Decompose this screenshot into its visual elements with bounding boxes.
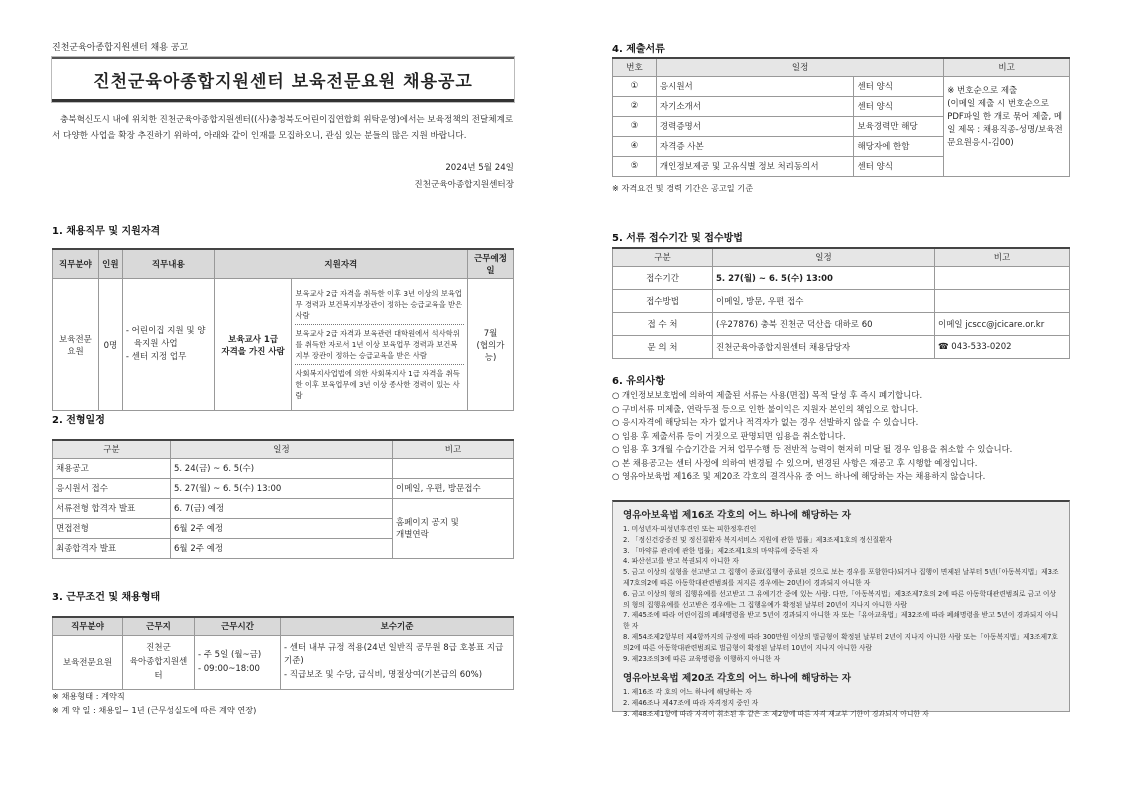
apply-label: 접 수 처 — [613, 312, 713, 335]
table-row — [53, 458, 514, 478]
list-item: 1. 미성년자·피성년후견인 또는 피한정후견인 — [623, 525, 757, 533]
col-header: 보수기준 — [281, 617, 514, 635]
doc-name: 경력증명서 — [656, 116, 854, 136]
list-item: 5. 금고 이상의 실형을 선고받고 그 집행이 종료(집행이 종료된 것으로 보는 경우를 포함한다)되거나 집행이 면제된 날부터 5년(「아동복지법」제3조제7호의2에 따른 아동학대관련범죄를 저지른 경우에는 20년)이 경과되지 아니한 자 — [623, 568, 1059, 587]
table-row — [53, 478, 514, 498]
row-date: 6월 2주 예정 — [171, 538, 393, 558]
table-row — [53, 498, 514, 518]
apply-email[interactable]: 이메일 jcscc@jcicare.or.kr — [935, 312, 1070, 335]
row-label: 응시원서 접수 — [53, 478, 171, 498]
doc-name: 응시원서 — [656, 76, 854, 96]
section-title-1: 1. 채용직무 및 지원자격 — [52, 226, 161, 237]
list-item: 4. 파산선고를 받고 복권되지 아니한 자 — [623, 557, 739, 566]
col-header: 구분 — [613, 248, 713, 266]
doc-name: 자기소개서 — [656, 96, 854, 116]
list-item: ○ 구비서류 미제출, 연락두절 등으로 인한 불이익은 지원자 본인의 책임으로 합니다. — [612, 403, 919, 414]
org-header: 진천군육아종합지원센터 채용 공고 — [52, 43, 189, 53]
col-header: 비고 — [393, 440, 514, 458]
job-field: 보육전문 요원 — [53, 279, 99, 411]
list-item: ○ 임용 후 3개월 수습기간을 거쳐 업무수행 등 전반적 능력이 현저히 미달 될 경우 임용을 취소할 수 있습니다. — [612, 444, 1013, 454]
doc-no: ⑤ — [613, 156, 657, 176]
hours-item: - 주 5일 (월~금) — [198, 650, 262, 660]
merged-note: 홈페이지 공지 및 개별연락 — [393, 498, 514, 558]
col-header: 직무분야 — [53, 617, 123, 635]
work-place: 진천군 육아종합지원센터 — [123, 635, 195, 689]
row-date: 5. 27(월) ~ 6. 5(수) 13:00 — [171, 478, 393, 498]
pay-item: - 센터 내부 규정 적용(24년 일반직 공무원 8급 호봉표 지급기준) — [284, 642, 504, 667]
work-hours — [195, 635, 281, 689]
row-note — [393, 458, 514, 478]
table-row — [613, 312, 1070, 335]
qual-details — [292, 279, 468, 411]
row-label: 면접전형 — [53, 518, 171, 538]
doc-note: 보육경력만 해당 — [854, 116, 944, 136]
col-header: 근무시간 — [195, 617, 281, 635]
apply-label: 접수기간 — [613, 266, 713, 289]
table-row — [613, 76, 1070, 96]
doc-no: ④ — [613, 136, 657, 156]
doc-name: 개인정보제공 및 고유식별 정보 처리동의서 — [656, 156, 854, 176]
list-item: 9. 제23조의3에 따른 교육명령을 이행하지 아니한 자 — [623, 654, 781, 663]
job-table — [52, 248, 514, 411]
duty-item: - 어린이집 지원 및 양육지원 사업 — [125, 326, 206, 349]
work-table — [52, 616, 514, 690]
qual-detail: 사회복지사업법에 의한 사회복지사 1급 자격을 취득한 이후 보육업무에 3년 이상 종사한 경력이 있는 사람 — [295, 369, 460, 400]
work-field: 보육전문요원 — [53, 635, 123, 689]
intro-paragraph: 충북혁신도시 내에 위치한 진천군육아종합지원센터((사)충청북도어린이집연합회 위탁운영)에서는 보육정책의 전달체계로서 다양한 사업을 확장 추진하기 위하여, 아래와 같이 인재를 모집하오니, 관심 있는 분들의 많은 지원 바랍니다. — [52, 115, 514, 141]
apply-label: 문 의 처 — [613, 335, 713, 358]
doc-note: 해당자에 한함 — [854, 136, 944, 156]
apply-value: 이메일, 방문, 우편 접수 — [713, 289, 935, 312]
law-title-16: 영유아보육법 제16조 각호의 어느 하나에 해당하는 자 — [623, 510, 852, 521]
row-label: 채용공고 — [53, 458, 171, 478]
col-header: 일정 — [171, 440, 393, 458]
apply-value: 5. 27(월) ~ 6. 5(수) 13:00 — [713, 266, 935, 289]
list-item: 3. 제48조제1항에 따라 자격이 취소된 후 같은 조 제2항에 따른 자격 재교부 기한이 경과되지 아니한 자 — [623, 709, 929, 718]
work-table-wrap — [52, 616, 514, 690]
col-header: 비고 — [935, 248, 1070, 266]
col-header: 직무내용 — [122, 249, 214, 279]
doc-no: ② — [613, 96, 657, 116]
work-notes — [52, 689, 256, 717]
list-item: 1. 제16조 각 호의 어느 하나에 해당하는 자 — [623, 688, 752, 697]
col-header: 일정 — [713, 248, 935, 266]
col-header: 근무지 — [123, 617, 195, 635]
list-item: 6. 금고 이상의 형의 집행유예를 선고받고 그 유예기간 중에 있는 사람. 다만,「아동복지법」제3조제7호의 2에 따른 아동학대관련범죄로 금고 이상의 형의 집행유예를 선고받은 경우에는 그 집행유예가 확정된 날부터 20년이 지나지 아니한 사람 — [623, 589, 1057, 609]
apply-table — [612, 247, 1070, 359]
list-item: 2. 「정신건강증진 및 정신질환자 복지서비스 지원에 관한 법률」제3조제1호의 정신질환자 — [623, 535, 893, 544]
section-title-2: 2. 전형일정 — [52, 415, 105, 426]
docs-footnote: ※ 자격요건 및 경력 기간은 공고일 기준 — [612, 183, 754, 193]
job-count: 0명 — [98, 279, 122, 411]
job-start: 7월 (협의가능) — [468, 279, 514, 411]
table-row — [613, 266, 1070, 289]
table-row — [613, 335, 1070, 358]
section-title-5: 5. 서류 접수기간 및 접수방법 — [612, 233, 743, 244]
hours-item: - 09:00~18:00 — [198, 664, 260, 674]
apply-value: 진천군육아종합지원센터 채용담당자 — [713, 335, 935, 358]
col-header: 번호 — [613, 58, 657, 76]
doc-note: 센터 양식 — [854, 76, 944, 96]
apply-note — [935, 266, 1070, 289]
doc-no: ① — [613, 76, 657, 96]
apply-value: (우27876) 충북 진천군 덕산읍 대하로 60 — [713, 312, 935, 335]
doc-no: ③ — [613, 116, 657, 136]
note-line: ※ 채용형태 : 계약직 — [52, 691, 125, 701]
law-list-16 — [623, 524, 1059, 664]
list-item: ○ 응시자격에 해당되는 자가 없거나 적격자가 없는 경우 선발하지 않을 수 있습니다. — [612, 417, 919, 427]
list-item: ○ 개인정보보호법에 의하여 제출된 서류는 사용(면접) 목적 달성 후 즉시 폐기합니다. — [612, 390, 923, 400]
docs-table — [612, 57, 1070, 177]
table-row — [613, 289, 1070, 312]
row-note: 이메일, 우편, 방문접수 — [393, 478, 514, 498]
col-header: 근무예정일 — [468, 249, 514, 279]
apply-label: 접수방법 — [613, 289, 713, 312]
col-header: 지원자격 — [214, 249, 467, 279]
list-item: ○ 임용 후 제출서류 등이 거짓으로 판명되면 임용을 취소합니다. — [612, 430, 846, 441]
list-item: 7. 제45조에 따라 어린이집의 폐쇄명령을 받고 5년이 경과되지 아니한 자 또는「유아교육법」제32조에 따라 폐쇄명령을 받고 5년이 경과되지 아니한 자 — [623, 611, 1059, 631]
list-item: ○ 영유아보육법 제16조 및 제20조 각호의 결격사유 중 어느 하나에 해당하는 자는 채용하지 않습니다. — [612, 471, 986, 481]
announcement-date: 2024년 5월 24일 — [445, 163, 514, 173]
list-item: 3. 「마약류 관리에 관한 법률」제2조제1호의 마약류에 중독된 자 — [623, 546, 818, 555]
row-date: 6월 2주 예정 — [171, 518, 393, 538]
doc-note: 센터 양식 — [854, 156, 944, 176]
section-title-6: 6. 유의사항 — [612, 376, 665, 387]
qual-main: 보육교사 1급 자격을 가진 사람 — [214, 279, 292, 411]
section-title-3: 3. 근무조건 및 채용형태 — [52, 592, 161, 603]
apply-phone[interactable]: ☎ 043-533-0202 — [935, 335, 1070, 358]
section-title-4: 4. 제출서류 — [612, 44, 665, 55]
schedule-table-wrap — [52, 439, 514, 559]
docs-remark: ※ 번호순으로 제출 (이메일 제출 시 번호순으로 PDF파일 한 개로 묶어 제출, 메일 제목 : 채용직종-성명/보육전문요원응시-김00) — [944, 76, 1070, 176]
doc-note: 센터 양식 — [854, 96, 944, 116]
apply-note — [935, 289, 1070, 312]
qual-detail: 보육교사 2급 자격을 취득한 이후 3년 이상의 보육업무 경력과 보건복지부장관이 정하는 승급교육을 받은 사람 — [295, 285, 464, 325]
col-header: 인원 — [98, 249, 122, 279]
law-title-20: 영유아보육법 제20조 각호의 어느 하나에 해당하는 자 — [623, 673, 852, 685]
signer: 진천군육아종합지원센터장 — [414, 180, 514, 190]
row-label: 서류전형 합격자 발표 — [53, 498, 171, 518]
list-item: 8. 제54조제2항부터 제4항까지의 규정에 따라 300만원 이상의 벌금형이 확정된 날부터 2년이 지나지 아니한 사람 또는「아동복지법」제3조제7호의2에 따른 아동학대관련범죄로 벌금형이 확정된 날부터 10년이 지나지 아니한 사람 — [623, 632, 1058, 652]
col-header: 비고 — [944, 58, 1070, 76]
law-list-20 — [623, 687, 1059, 719]
job-duties — [122, 279, 214, 411]
duty-item: - 센터 지정 업무 — [125, 352, 187, 362]
col-header: 구분 — [53, 440, 171, 458]
schedule-table — [52, 439, 514, 559]
row-date: 6. 7(금) 예정 — [171, 498, 393, 518]
list-item: ○ 본 채용공고는 센터 사정에 의하여 변경될 수 있으며, 변경된 사항은 재공고 후 시행할 예정입니다. — [612, 457, 978, 468]
pay-item: - 직급보조 및 수당, 급식비, 명절상여(기본급의 60%) — [284, 669, 483, 680]
work-pay — [281, 635, 514, 689]
page-title-box — [52, 57, 514, 102]
doc-name: 자격증 사본 — [656, 136, 854, 156]
col-header: 일정 — [656, 58, 943, 76]
apply-table-wrap — [612, 247, 1070, 359]
job-table-wrap — [52, 248, 514, 411]
qual-detail: 보육교사 2급 자격과 보육관련 대학원에서 석사학위를 취득한 자로서 1년 이상 보육업무 경력과 보건복지부 장관이 정하는 승급교육을 받은 사람 — [295, 325, 464, 365]
page-title: 진천군육아종합지원센터 보육전문요원 채용공고 — [93, 71, 473, 92]
note-line: ※ 계 약 일 : 채용일~ 1년 (근무성실도에 따른 계약 연장) — [52, 705, 257, 715]
list-item: 2. 제46조나 제47조에 따라 자격정지 중인 자 — [623, 699, 759, 708]
row-label: 최종합격자 발표 — [53, 538, 171, 558]
row-date: 5. 24(금) ~ 6. 5(수) — [171, 458, 393, 478]
law-box — [612, 500, 1070, 718]
docs-table-wrap — [612, 57, 1070, 177]
caution-list — [612, 389, 1070, 484]
col-header: 직무분야 — [53, 249, 99, 279]
